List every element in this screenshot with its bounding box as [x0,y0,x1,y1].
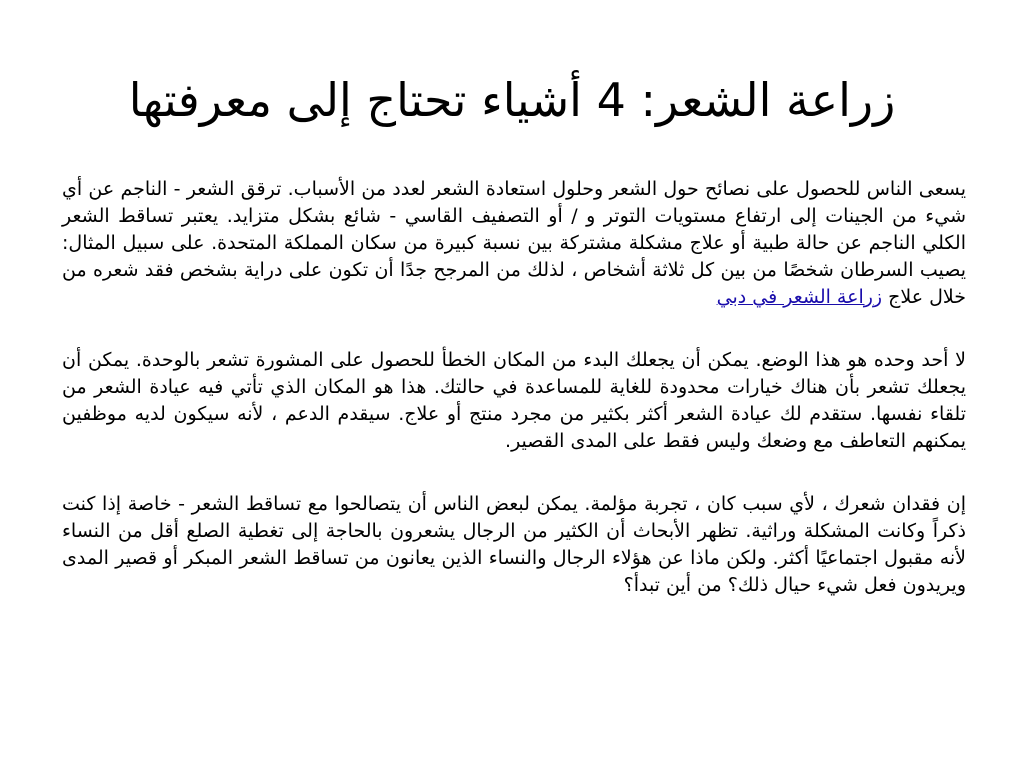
paragraph-1 [62,176,966,311]
paragraph-1-text: يسعى الناس للحصول على نصائح حول الشعر وحلول استعادة الشعر لعدد من الأسباب. ترقق الشعر - الناجم عن أي شيء من الجينات إلى ارتفاع مستويات التوتر و / أو التصفيف القاسي - شائع بشكل متزايد. يعتبر تساقط الشعر الكلي الناجم عن حالة طبية أو علاج مشكلة مشتركة بين نسبة كبيرة من سكان المملكة المتحدة. على سبيل المثال: يصيب السرطان شخصًا من بين كل ثلاثة أشخاص ، لذلك من المرجح جدًا أن تكون على دراية بشخص فقد شعره من خلال علاج [62,178,966,308]
paragraph-3: إن فقدان شعرك ، لأي سبب كان ، تجربة مؤلمة. يمكن لبعض الناس أن يتصالحوا مع تساقط الشعر - خاصة إذا كنت ذكراً وكانت المشكلة وراثية. تظهر الأبحاث أن الكثير من الرجال يشعرون بالحاجة إلى تغطية الصلع أقل من النساء لأنه مقبول اجتماعيًا أكثر. ولكن ماذا عن هؤلاء الرجال والنساء الذين يعانون من تساقط الشعر المبكر أو قصير المدى ويريدون فعل شيء حيال ذلك؟ من أين تبدأ؟ [62,493,966,596]
slide-body [62,176,966,635]
paragraph-2: لا أحد وحده هو هذا الوضع. يمكن أن يجعلك البدء من المكان الخطأ للحصول على المشورة تشعر بالوحدة. يمكن أن يجعلك تشعر بأن هناك خيارات محدودة للغاية للمساعدة في حالتك. هذا هو المكان الذي تأتي فيه عيادة الشعر من تلقاء نفسها. ستقدم لك عيادة الشعر أكثر بكثير من مجرد منتج أو علاج. سيقدم الدعم ، لأنه سيكون لديه موظفين يمكنهم التعاطف مع وضعك وليس فقط على المدى القصير. [62,349,966,452]
hair-transplant-dubai-link[interactable]: زراعة الشعر في دبي [716,286,883,308]
slide-title: زراعة الشعر: 4 أشياء تحتاج إلى معرفتها [128,73,896,127]
